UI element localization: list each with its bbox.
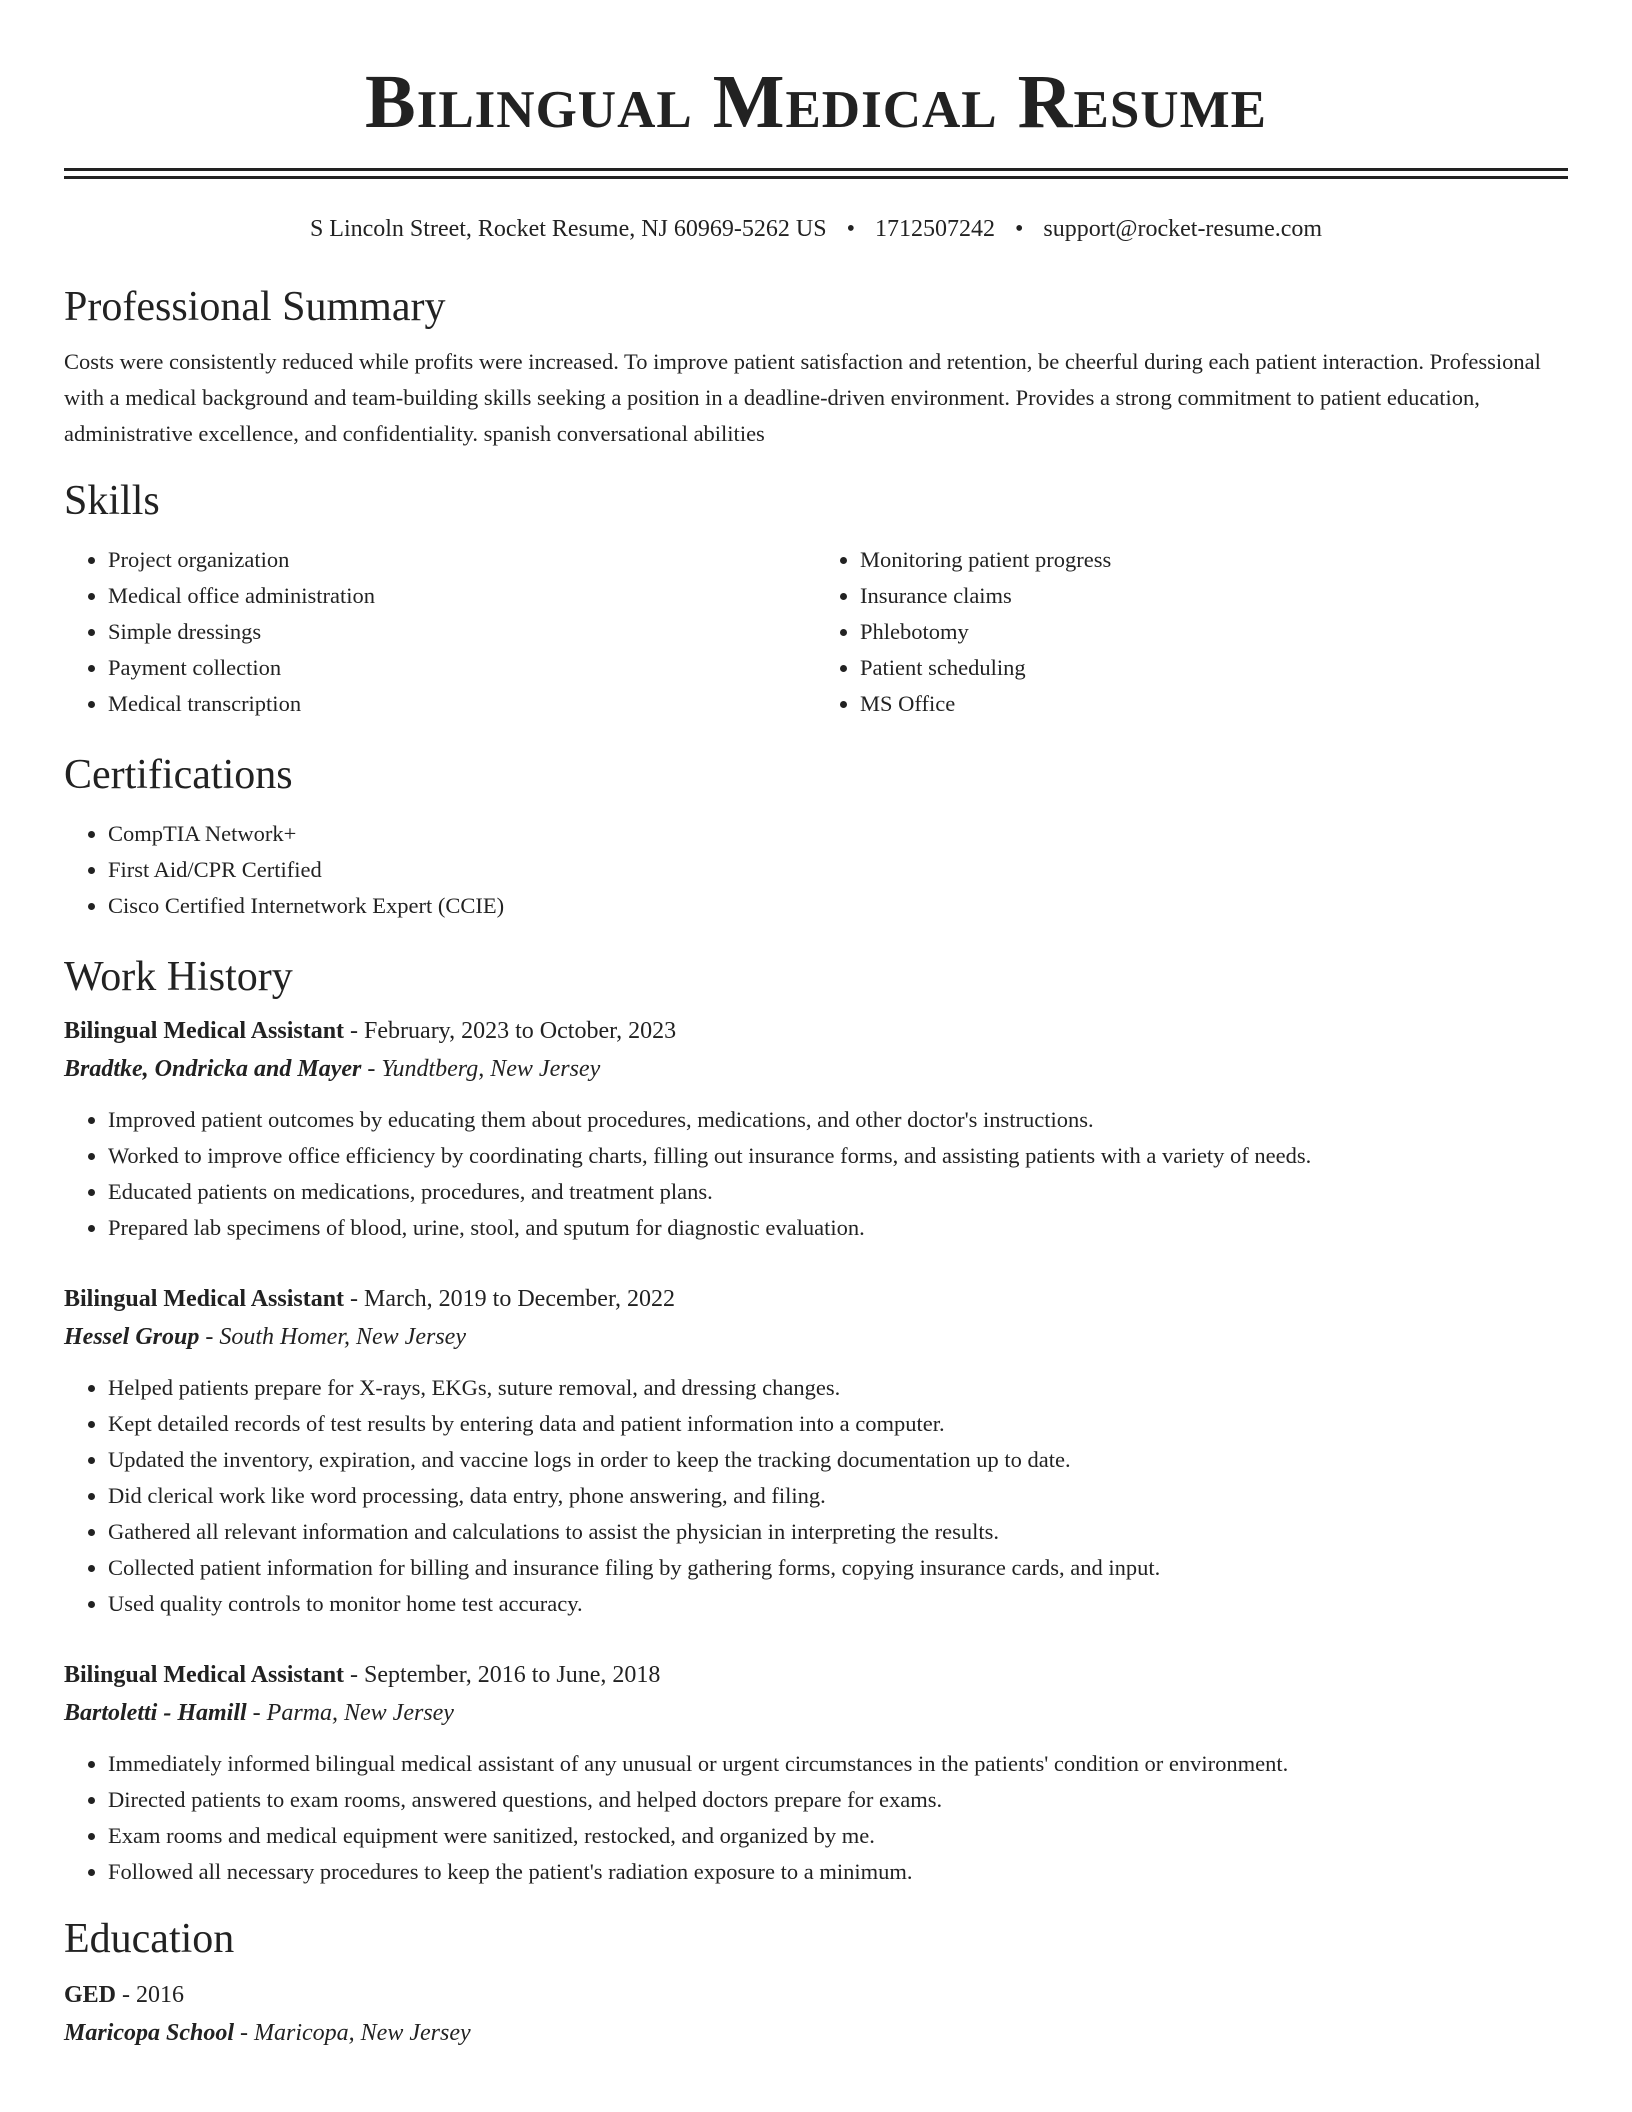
job-bullet: • Kept detailed records of test results by entering data and patient information into a computer. — [108, 1406, 1568, 1442]
skill-item: • Medical transcription — [108, 686, 816, 722]
section-heading-work-history: Work History — [64, 954, 293, 1000]
section-heading-skills: Skills — [64, 478, 160, 524]
job-company-line: Hessel Group - South Homer, New Jersey — [64, 1324, 466, 1350]
job-bullet: • Worked to improve office efficiency by coordinating charts, filling out insurance forms, and assisting patients with a variety of needs. — [108, 1138, 1568, 1174]
job-bullets — [64, 1102, 1568, 1246]
job-bullets — [64, 1746, 1568, 1890]
contact-address: S Lincoln Street, Rocket Resume, NJ 60969-5262 US — [309, 216, 827, 242]
contact-separator: • — [1014, 216, 1024, 242]
work-history-section — [64, 952, 1568, 1890]
certification-item: • CompTIA Network+ — [108, 816, 1568, 852]
education-degree-line: GED - 2016 — [64, 1982, 185, 2008]
education-school: Maricopa School — [64, 2020, 235, 2046]
job-bullet: • Helped patients prepare for X-rays, EKGs, suture removal, and dressing changes. — [108, 1370, 1568, 1406]
education-year: 2016 — [136, 1982, 185, 2008]
resume-page — [64, 0, 1568, 2052]
skills-list-right — [816, 542, 1568, 722]
job-bullet: • Gathered all relevant information and calculations to assist the physician in interpreting the results. — [108, 1514, 1568, 1550]
title-double-rule — [64, 168, 1568, 179]
job-bullet: • Prepared lab specimens of blood, urine, stool, and sputum for diagnostic evaluation. — [108, 1210, 1568, 1246]
job-bullet: • Did clerical work like word processing, data entry, phone answering, and filing. — [108, 1478, 1568, 1514]
professional-summary-section — [64, 282, 1568, 452]
job-company-line: Bradtke, Ondricka and Mayer - Yundtberg, New Jersey — [64, 1056, 601, 1082]
job-bullet: • Updated the inventory, expiration, and vaccine logs in order to keep the tracking documentation up to date. — [108, 1442, 1568, 1478]
skill-item: • Patient scheduling — [860, 650, 1568, 686]
job-title: Bilingual Medical Assistant — [64, 1286, 345, 1312]
education-location: Maricopa, New Jersey — [254, 2020, 471, 2046]
skill-item: • Insurance claims — [860, 578, 1568, 614]
job-title: Bilingual Medical Assistant — [64, 1662, 345, 1688]
job-bullet: • Directed patients to exam rooms, answered questions, and helped doctors prepare for exams. — [108, 1782, 1568, 1818]
job-bullet: • Collected patient information for billing and insurance filing by gathering forms, copying insurance cards, and input. — [108, 1550, 1568, 1586]
education-school-line: Maricopa School - Maricopa, New Jersey — [64, 2020, 471, 2046]
skill-item: • Medical office administration — [108, 578, 816, 614]
job-company: Bradtke, Ondricka and Mayer — [64, 1056, 362, 1082]
job-bullet: • Educated patients on medications, procedures, and treatment plans. — [108, 1174, 1568, 1210]
resume-title: Bilingual Medical Resume — [365, 60, 1267, 144]
job-entry — [64, 1280, 1568, 1622]
skills-list-left — [64, 542, 816, 722]
skills-columns — [64, 542, 1568, 722]
education-degree: GED — [64, 1982, 117, 2008]
section-heading-summary: Professional Summary — [64, 284, 446, 330]
skill-item: • Phlebotomy — [860, 614, 1568, 650]
job-location: Yundtberg, New Jersey — [381, 1056, 601, 1082]
certifications-section — [64, 750, 1568, 924]
skills-section — [64, 476, 1568, 722]
section-heading-certifications: Certifications — [64, 752, 293, 798]
job-title-line: Bilingual Medical Assistant - September, 2016 to June, 2018 — [64, 1662, 661, 1688]
education-section — [64, 1914, 1568, 2052]
job-title-line: Bilingual Medical Assistant - March, 2019 to December, 2022 — [64, 1286, 675, 1312]
skill-item: • Payment collection — [108, 650, 816, 686]
job-dates: March, 2019 to December, 2022 — [364, 1286, 675, 1312]
job-title: Bilingual Medical Assistant — [64, 1018, 345, 1044]
job-title-line: Bilingual Medical Assistant - February, 2023 to October, 2023 — [64, 1018, 677, 1044]
job-bullet: • Exam rooms and medical equipment were sanitized, restocked, and organized by me. — [108, 1818, 1568, 1854]
job-bullet: • Followed all necessary procedures to keep the patient's radiation exposure to a minimum. — [108, 1854, 1568, 1890]
contact-email: support@rocket-resume.com — [1043, 216, 1323, 242]
certification-item: • First Aid/CPR Certified — [108, 852, 1568, 888]
job-company: Hessel Group — [64, 1324, 200, 1350]
job-bullet: • Immediately informed bilingual medical assistant of any unusual or urgent circumstances in the patients' condition or environment. — [108, 1746, 1568, 1782]
job-location: South Homer, New Jersey — [219, 1324, 466, 1350]
contact-separator: • — [846, 216, 855, 242]
job-dates: February, 2023 to October, 2023 — [364, 1018, 677, 1044]
job-entry — [64, 1656, 1568, 1890]
job-dates: September, 2016 to June, 2018 — [364, 1662, 661, 1688]
skill-item: • Project organization — [108, 542, 816, 578]
job-bullets — [64, 1370, 1568, 1622]
contact-line — [64, 214, 1568, 244]
job-bullet: • Used quality controls to monitor home test accuracy. — [108, 1586, 1568, 1622]
certification-item: • Cisco Certified Internetwork Expert (CCIE) — [108, 888, 1568, 924]
section-heading-education: Education — [64, 1916, 235, 1962]
summary-text: Costs were consistently reduced while profits were increased. To improve patient satisfaction and retention, be cheerful during each patient interaction. Professional with a medical background and team-building skills seeking a position in a deadline-driven environment. Provides a strong commitment to patient education, administrative excellence, and confidentiality. spanish conversational abilities — [64, 349, 1541, 446]
job-company: Bartoletti - Hamill — [64, 1700, 247, 1726]
skill-item: • Monitoring patient progress — [860, 542, 1568, 578]
contact-phone: 1712507242 — [874, 216, 995, 242]
job-company-line: Bartoletti - Hamill - Parma, New Jersey — [64, 1700, 454, 1726]
skill-item: • Simple dressings — [108, 614, 816, 650]
skill-item: • MS Office — [860, 686, 1568, 722]
job-location: Parma, New Jersey — [266, 1700, 454, 1726]
certifications-list — [64, 816, 1568, 924]
job-bullet: • Improved patient outcomes by educating them about procedures, medications, and other doctor's instructions. — [108, 1102, 1568, 1138]
job-entry — [64, 1012, 1568, 1246]
